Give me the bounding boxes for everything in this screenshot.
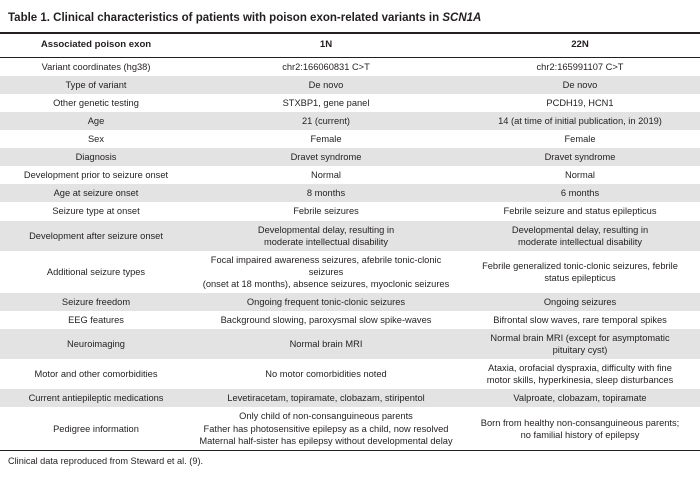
table-header-row [0, 34, 700, 57]
cell-line: no familial history of epilepsy [520, 429, 640, 440]
cell-2 [460, 112, 700, 130]
cell-line: Dravet syndrome [544, 152, 616, 163]
cell-2 [460, 359, 700, 389]
cell-line: De novo [308, 79, 344, 90]
row-label: Development after seizure onset [0, 221, 192, 251]
row-label: Other genetic testing [0, 94, 192, 112]
cell-line: chr2:165991107 C>T [536, 61, 624, 72]
table-row [0, 293, 700, 311]
cell-2 [460, 166, 700, 184]
cell-1 [192, 311, 460, 329]
table-row [0, 221, 700, 251]
cell-1 [192, 112, 460, 130]
row-label: Age [0, 112, 192, 130]
cell-1 [192, 76, 460, 94]
cell-line: Ongoing frequent tonic-clonic seizures [246, 296, 406, 307]
row-label: Development prior to seizure onset [0, 166, 192, 184]
cell-line: (onset at 18 months), absence seizures, myoclonic seizures [202, 278, 450, 289]
row-label: Pedigree information [0, 407, 192, 449]
cell-line: Febrile seizures [293, 206, 359, 217]
cell-line: 8 months [306, 188, 346, 199]
cell-line: Maternal half-sister has epilepsy without developmental delay [199, 435, 453, 446]
table-row [0, 251, 700, 293]
cell-line: Normal brain MRI [289, 339, 363, 350]
cell-1 [192, 184, 460, 202]
clinical-characteristics-table [0, 34, 700, 449]
cell-1 [192, 407, 460, 449]
cell-2 [460, 94, 700, 112]
cell-line: STXBP1, gene panel [282, 98, 370, 108]
row-label: Motor and other comorbidities [0, 359, 192, 389]
row-label: Variant coordinates (hg38) [0, 57, 192, 76]
cell-line: Ataxia, orofacial dyspraxia, difficulty with fine [488, 363, 672, 374]
row-label: Age at seizure onset [0, 184, 192, 202]
table-row [0, 76, 700, 94]
table-row [0, 166, 700, 184]
cell-2 [460, 293, 700, 311]
column-header-2: 22N [460, 34, 700, 57]
cell-line: Father has photosensitive epilepsy as a child, now resolved [203, 423, 449, 434]
cell-2 [460, 251, 700, 293]
cell-2 [460, 389, 700, 407]
row-label: Diagnosis [0, 148, 192, 166]
row-label: Seizure freedom [0, 293, 192, 311]
table-row [0, 184, 700, 202]
cell-2 [460, 407, 700, 449]
cell-line: Developmental delay, resulting in [511, 224, 649, 235]
cell-2 [460, 202, 700, 220]
cell-line: Female [564, 134, 596, 145]
cell-line: Born from healthy non-consanguineous parents; [480, 417, 680, 428]
cell-line: Febrile seizure and status epilepticus [503, 206, 657, 217]
table-row [0, 112, 700, 130]
cell-line: Normal [565, 170, 595, 181]
row-label: Current antiepileptic medications [0, 389, 192, 407]
cell-2 [460, 148, 700, 166]
cell-line: 14 (at time of initial publication, in 2019) [498, 116, 662, 127]
table-header [0, 34, 700, 57]
cell-2 [460, 130, 700, 148]
row-label: Additional seizure types [0, 251, 192, 293]
cell-1 [192, 148, 460, 166]
column-header-0: Associated poison exon [0, 34, 192, 57]
table-caption [0, 0, 700, 34]
caption-gene-name: SCN1A [442, 12, 482, 24]
cell-1 [192, 57, 460, 76]
cell-line: chr2:166060831 C>T [282, 61, 370, 72]
cell-line: 6 months [560, 188, 600, 199]
cell-line: moderate intellectual disability [517, 236, 643, 247]
cell-line: Dravet syndrome [290, 152, 362, 163]
cell-line: Female [310, 134, 342, 145]
table-row [0, 311, 700, 329]
cell-1 [192, 166, 460, 184]
cell-line: Background slowing, paroxysmal slow spike-waves [220, 315, 432, 326]
cell-line: Valproate, clobazam, topiramate [513, 393, 647, 404]
caption-text: Table 1. Clinical characteristics of patients with poison exon-related variants in [8, 12, 443, 24]
cell-line: 21 (current) [301, 116, 351, 127]
cell-1 [192, 221, 460, 251]
table-footnote: Clinical data reproduced from Steward et al. (9). [0, 450, 700, 466]
row-label: Sex [0, 130, 192, 148]
cell-2 [460, 76, 700, 94]
table-row [0, 359, 700, 389]
row-label: Type of variant [0, 76, 192, 94]
cell-line: Levetiracetam, topiramate, clobazam, stiripentol [227, 393, 425, 404]
cell-line: Only child of non-consanguineous parents [239, 411, 413, 422]
table-row [0, 148, 700, 166]
table-row [0, 57, 700, 76]
table-row [0, 202, 700, 220]
cell-1 [192, 329, 460, 359]
cell-line: moderate intellectual disability [263, 236, 389, 247]
table-row [0, 94, 700, 112]
cell-2 [460, 221, 700, 251]
cell-line: pituitary cyst) [552, 345, 608, 356]
cell-line: Normal [311, 170, 341, 181]
cell-1 [192, 251, 460, 293]
cell-line: PCDH19, HCN1 [546, 98, 614, 108]
table-body [0, 57, 700, 449]
cell-1 [192, 94, 460, 112]
cell-1 [192, 389, 460, 407]
cell-1 [192, 130, 460, 148]
cell-2 [460, 184, 700, 202]
cell-2 [460, 57, 700, 76]
table-row [0, 389, 700, 407]
cell-line: Developmental delay, resulting in [257, 224, 395, 235]
cell-line: Febrile generalized tonic-clonic seizures, febrile [482, 260, 678, 271]
row-label: Seizure type at onset [0, 202, 192, 220]
cell-1 [192, 202, 460, 220]
table-row [0, 407, 700, 449]
cell-1 [192, 359, 460, 389]
cell-line: Normal brain MRI (except for asymptomatic [490, 333, 670, 344]
cell-1 [192, 293, 460, 311]
table-row [0, 329, 700, 359]
cell-line: status epilepticus [544, 272, 616, 283]
column-header-1: 1N [192, 34, 460, 57]
cell-line: Focal impaired awareness seizures, afebrile tonic-clonic seizures [210, 254, 442, 277]
row-label: Neuroimaging [0, 329, 192, 359]
cell-2 [460, 311, 700, 329]
cell-line: No motor comorbidities noted [265, 369, 387, 380]
row-label: EEG features [0, 311, 192, 329]
cell-2 [460, 329, 700, 359]
cell-line: motor skills, hyperkinesia, sleep disturbances [486, 375, 674, 386]
table-row [0, 130, 700, 148]
cell-line: Ongoing seizures [543, 296, 617, 307]
cell-line: De novo [562, 79, 598, 90]
cell-line: Bifrontal slow waves, rare temporal spikes [493, 315, 667, 326]
